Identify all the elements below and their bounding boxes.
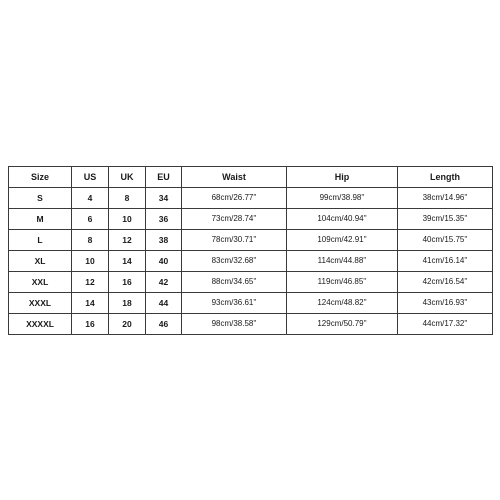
waist-cell: 78cm/30.71'' — [182, 230, 287, 251]
table-row — [9, 230, 493, 251]
eu-cell: 40 — [146, 251, 182, 272]
hip-cell: 109cm/42.91'' — [287, 230, 398, 251]
eu-cell: 34 — [146, 188, 182, 209]
us-cell: 14 — [72, 293, 109, 314]
header-eu: EU — [146, 167, 182, 188]
header-waist: Waist — [182, 167, 287, 188]
uk-cell: 20 — [109, 314, 146, 335]
uk-cell: 10 — [109, 209, 146, 230]
size-cell: XXXXL — [9, 314, 72, 335]
us-cell: 16 — [72, 314, 109, 335]
size-cell: XXXL — [9, 293, 72, 314]
us-cell: 12 — [72, 272, 109, 293]
length-cell: 40cm/15.75'' — [398, 230, 493, 251]
size-chart-table — [8, 166, 493, 335]
size-cell: XL — [9, 251, 72, 272]
uk-cell: 14 — [109, 251, 146, 272]
uk-cell: 12 — [109, 230, 146, 251]
header-uk: UK — [109, 167, 146, 188]
uk-cell: 8 — [109, 188, 146, 209]
us-cell: 8 — [72, 230, 109, 251]
header-size: Size — [9, 167, 72, 188]
uk-cell: 16 — [109, 272, 146, 293]
hip-cell: 124cm/48.82'' — [287, 293, 398, 314]
us-cell: 6 — [72, 209, 109, 230]
length-cell: 44cm/17.32'' — [398, 314, 493, 335]
hip-cell: 114cm/44.88'' — [287, 251, 398, 272]
hip-cell: 104cm/40.94'' — [287, 209, 398, 230]
uk-cell: 18 — [109, 293, 146, 314]
hip-cell: 99cm/38.98'' — [287, 188, 398, 209]
size-cell: L — [9, 230, 72, 251]
table-row — [9, 293, 493, 314]
eu-cell: 42 — [146, 272, 182, 293]
length-cell: 39cm/15.35'' — [398, 209, 493, 230]
table-row — [9, 251, 493, 272]
table-row — [9, 188, 493, 209]
eu-cell: 44 — [146, 293, 182, 314]
waist-cell: 93cm/36.61'' — [182, 293, 287, 314]
length-cell: 42cm/16.54'' — [398, 272, 493, 293]
header-hip: Hip — [287, 167, 398, 188]
waist-cell: 98cm/38.58'' — [182, 314, 287, 335]
waist-cell: 88cm/34.65'' — [182, 272, 287, 293]
size-cell: S — [9, 188, 72, 209]
waist-cell: 83cm/32.68'' — [182, 251, 287, 272]
us-cell: 4 — [72, 188, 109, 209]
length-cell: 41cm/16.14'' — [398, 251, 493, 272]
table-row — [9, 314, 493, 335]
length-cell: 38cm/14.96'' — [398, 188, 493, 209]
eu-cell: 38 — [146, 230, 182, 251]
hip-cell: 129cm/50.79'' — [287, 314, 398, 335]
table-row — [9, 272, 493, 293]
header-row — [9, 167, 493, 188]
eu-cell: 46 — [146, 314, 182, 335]
hip-cell: 119cm/46.85'' — [287, 272, 398, 293]
header-us: US — [72, 167, 109, 188]
table-row — [9, 209, 493, 230]
us-cell: 10 — [72, 251, 109, 272]
length-cell: 43cm/16.93'' — [398, 293, 493, 314]
size-cell: M — [9, 209, 72, 230]
size-cell: XXL — [9, 272, 72, 293]
header-length: Length — [398, 167, 493, 188]
waist-cell: 68cm/26.77'' — [182, 188, 287, 209]
eu-cell: 36 — [146, 209, 182, 230]
waist-cell: 73cm/28.74'' — [182, 209, 287, 230]
